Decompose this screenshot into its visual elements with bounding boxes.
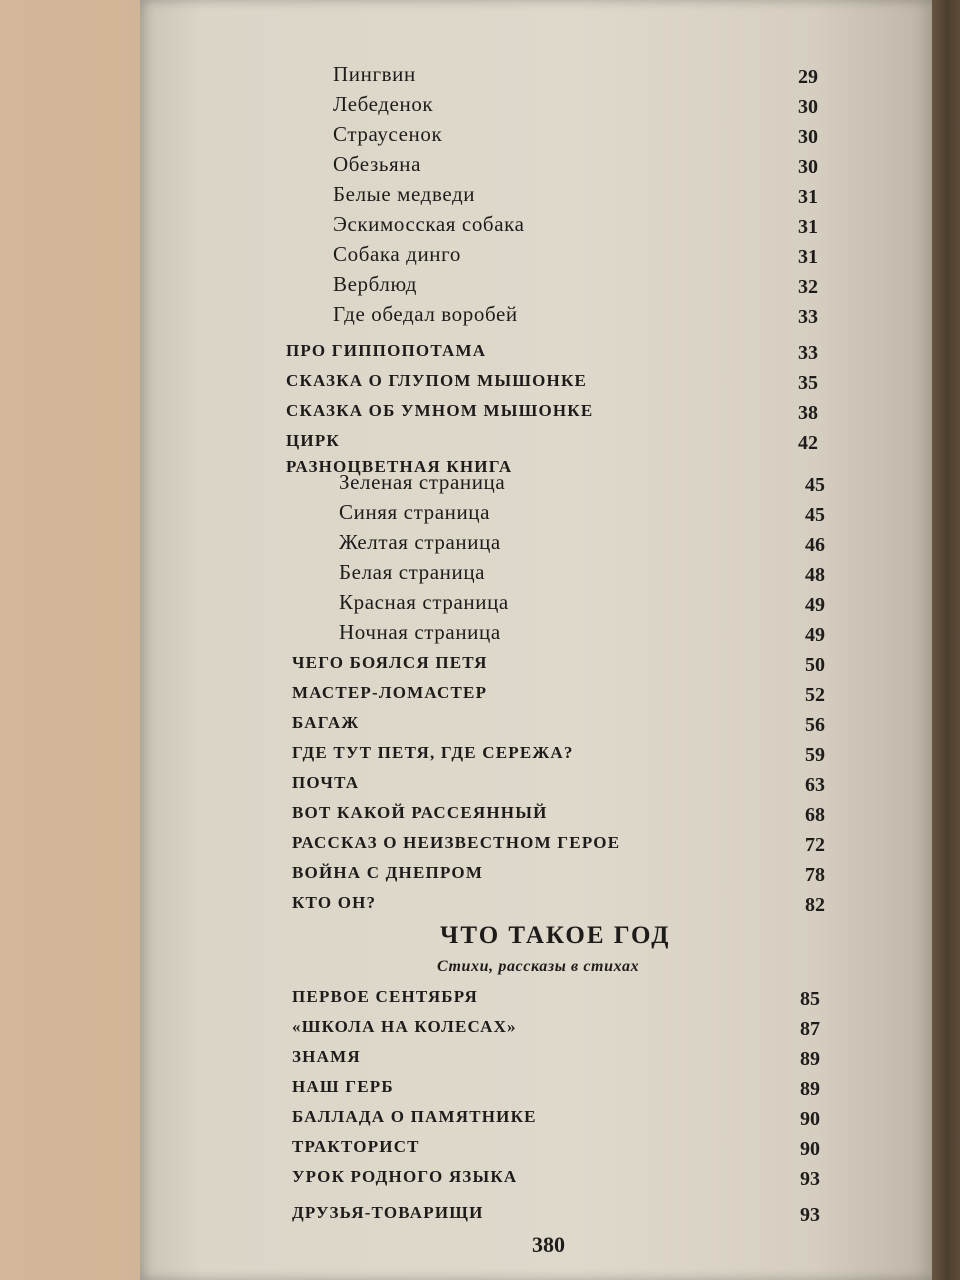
toc-entry bbox=[140, 302, 932, 328]
toc-entry bbox=[140, 428, 932, 454]
toc-entry-page: 30 bbox=[798, 156, 818, 178]
toc-entry-page: 78 bbox=[805, 864, 825, 886]
toc-entry-title: Страусенок bbox=[333, 122, 443, 146]
toc-entry bbox=[140, 650, 932, 676]
toc-entry-page: 68 bbox=[805, 804, 825, 826]
toc-entry bbox=[140, 182, 932, 208]
toc-entry-page: 31 bbox=[798, 216, 818, 238]
section-subtitle: Стихи, рассказы в стихах bbox=[437, 958, 640, 975]
toc-entry-page: 89 bbox=[800, 1048, 820, 1070]
toc-entry bbox=[140, 530, 932, 556]
toc-entry-page: 49 bbox=[805, 624, 825, 646]
toc-entry-page: 29 bbox=[798, 66, 818, 88]
toc-entry-page: 33 bbox=[798, 342, 818, 364]
toc-entry-page: 89 bbox=[800, 1078, 820, 1100]
toc-entry-page: 82 bbox=[805, 894, 825, 916]
toc-entry-page: 31 bbox=[798, 186, 818, 208]
toc-entry-title: БАЛЛАДА О ПАМЯТНИКЕ bbox=[292, 1107, 537, 1126]
toc-entry-title: ДРУЗЬЯ-ТОВАРИЩИ bbox=[292, 1203, 484, 1222]
desk-surface bbox=[928, 0, 960, 1280]
toc-entry-title: «ШКОЛА НА КОЛЕСАХ» bbox=[292, 1017, 517, 1036]
toc-entry bbox=[140, 92, 932, 118]
toc-entry-title: СКАЗКА О ГЛУПОМ МЫШОНКЕ bbox=[286, 371, 588, 390]
section-title: ЧТО ТАКОЕ ГОД bbox=[440, 922, 671, 949]
toc-entry-page: 87 bbox=[800, 1018, 820, 1040]
toc-entry-title: Белая страница bbox=[339, 560, 486, 584]
toc-entry bbox=[140, 122, 932, 148]
toc-entry-title: Верблюд bbox=[333, 272, 417, 296]
toc-entry bbox=[140, 560, 932, 586]
toc-entry-title: Желтая страница bbox=[339, 530, 501, 554]
toc-entry-page: 45 bbox=[805, 474, 825, 496]
toc-entry-title: Красная страница bbox=[339, 590, 509, 614]
toc-entry-page: 33 bbox=[798, 306, 818, 328]
toc-entry bbox=[140, 1134, 932, 1160]
toc-entry-page: 46 bbox=[805, 534, 825, 556]
toc-entry-page: 52 bbox=[805, 684, 825, 706]
toc-entry-title: ВОЙНА С ДНЕПРОМ bbox=[292, 863, 484, 882]
toc-entry bbox=[140, 620, 932, 646]
toc-entry-page: 31 bbox=[798, 246, 818, 268]
toc-entry-title: СКАЗКА ОБ УМНОМ МЫШОНКЕ bbox=[286, 401, 594, 420]
toc-entry-title: Ночная страница bbox=[339, 620, 501, 644]
toc-entry-page: 59 bbox=[805, 744, 825, 766]
toc-entry bbox=[140, 770, 932, 796]
toc-entry-title: РАЗНОЦВЕТНАЯ КНИГА bbox=[286, 457, 513, 476]
page-number: 380 bbox=[532, 1232, 565, 1257]
toc-entry bbox=[140, 212, 932, 238]
toc-entry-page: 49 bbox=[805, 594, 825, 616]
toc-entry bbox=[140, 740, 932, 766]
toc-entry-title: Пингвин bbox=[333, 62, 416, 86]
toc-entry bbox=[140, 680, 932, 706]
toc-entry bbox=[140, 830, 932, 856]
toc-entry bbox=[140, 152, 932, 178]
toc-entry bbox=[140, 1164, 932, 1190]
toc-entry bbox=[140, 368, 932, 394]
toc-entry bbox=[140, 860, 932, 886]
toc-entry-title: УРОК РОДНОГО ЯЗЫКА bbox=[292, 1167, 518, 1186]
toc-entry-page: 50 bbox=[805, 654, 825, 676]
toc-entry-page: 85 bbox=[800, 988, 820, 1010]
toc-entry bbox=[140, 338, 932, 364]
toc-entry bbox=[140, 1014, 932, 1040]
toc-entry bbox=[140, 500, 932, 526]
toc-entry bbox=[140, 272, 932, 298]
toc-entry-title: ГДЕ ТУТ ПЕТЯ, ГДЕ СЕРЕЖА? bbox=[292, 743, 574, 762]
toc-entry-title: Обезьяна bbox=[333, 152, 422, 176]
toc-entry-title: Синяя страница bbox=[339, 500, 491, 524]
toc-entry bbox=[140, 1044, 932, 1070]
toc-entry-page: 56 bbox=[805, 714, 825, 736]
toc-entry bbox=[140, 710, 932, 736]
toc-entry-title: Зеленая страница bbox=[339, 470, 506, 494]
toc-entry-title: Белые медведи bbox=[333, 182, 476, 206]
toc-entry bbox=[140, 590, 932, 616]
toc-entry-page: 45 bbox=[805, 504, 825, 526]
toc-entry-page: 72 bbox=[805, 834, 825, 856]
toc-entry-title: ЗНАМЯ bbox=[292, 1047, 361, 1066]
toc-entry-page: 90 bbox=[800, 1138, 820, 1160]
toc-entry bbox=[140, 1200, 932, 1226]
toc-entry-title: Эскимосская собака bbox=[333, 212, 525, 236]
toc-entry-title: КТО ОН? bbox=[292, 893, 377, 912]
toc-entry bbox=[140, 470, 932, 496]
toc-entry-title: НАШ ГЕРБ bbox=[292, 1077, 394, 1096]
book-page bbox=[140, 0, 932, 1280]
toc-entry-title: ПЕРВОЕ СЕНТЯБРЯ bbox=[292, 987, 478, 1006]
toc-entry-page: 93 bbox=[800, 1204, 820, 1226]
toc-entry-title: Где обедал воробей bbox=[333, 302, 518, 326]
toc-entry bbox=[140, 1074, 932, 1100]
toc-entry-page: 30 bbox=[798, 96, 818, 118]
toc-entry-page: 90 bbox=[800, 1108, 820, 1130]
toc-entry bbox=[140, 984, 932, 1010]
toc-entry-page: 35 bbox=[798, 372, 818, 394]
toc-entry-title: ПОЧТА bbox=[292, 773, 360, 792]
toc-entry-title: ЦИРК bbox=[286, 431, 340, 450]
toc-entry bbox=[140, 890, 932, 916]
toc-entry bbox=[140, 800, 932, 826]
toc-entry-title: ЧЕГО БОЯЛСЯ ПЕТЯ bbox=[292, 653, 488, 672]
toc-entry-title: МАСТЕР-ЛОМАСТЕР bbox=[292, 683, 488, 702]
toc-entry-title: Лебеденок bbox=[333, 92, 434, 116]
toc-entry-title: ПРО ГИППОПОТАМА bbox=[286, 341, 487, 360]
toc-entry bbox=[140, 62, 932, 88]
toc-entry-page: 48 bbox=[805, 564, 825, 586]
toc-entry-title: ТРАКТОРИСТ bbox=[292, 1137, 420, 1156]
toc-entry bbox=[140, 242, 932, 268]
toc-entry-page: 32 bbox=[798, 276, 818, 298]
toc-entry bbox=[140, 1104, 932, 1130]
toc-entry-page: 42 bbox=[798, 432, 818, 454]
toc-entry-page: 93 bbox=[800, 1168, 820, 1190]
toc-entry-page: 38 bbox=[798, 402, 818, 424]
toc-entry bbox=[140, 398, 932, 424]
toc-entry-title: БАГАЖ bbox=[292, 713, 360, 732]
toc-entry-page: 63 bbox=[805, 774, 825, 796]
toc-entry-title: РАССКАЗ О НЕИЗВЕСТНОМ ГЕРОЕ bbox=[292, 833, 621, 852]
toc-entry-title: ВОТ КАКОЙ РАССЕЯННЫЙ bbox=[292, 803, 548, 822]
toc-entry-title: Собака динго bbox=[333, 242, 461, 266]
toc-entry-page: 30 bbox=[798, 126, 818, 148]
